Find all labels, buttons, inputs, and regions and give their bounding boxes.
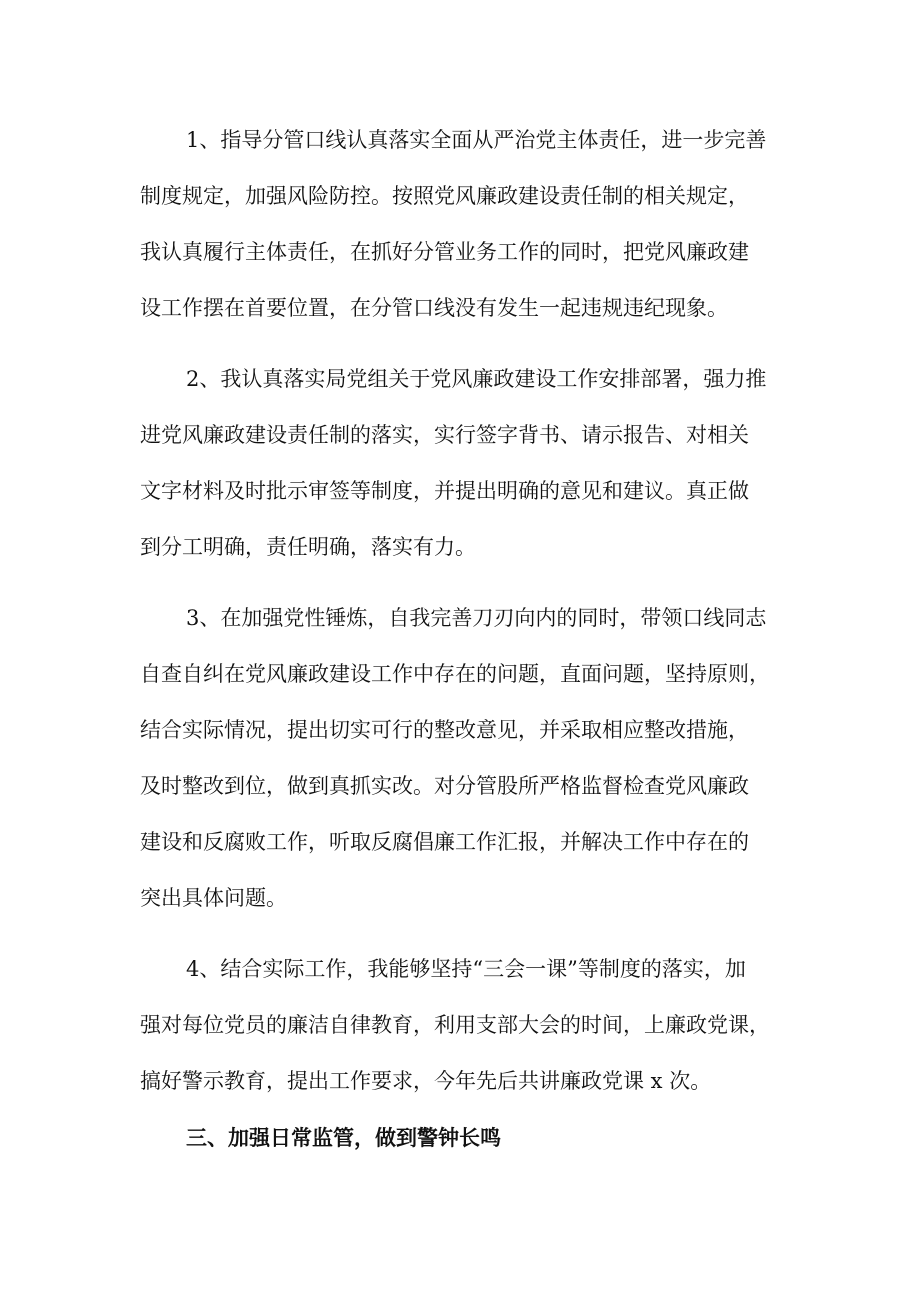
paragraph-2-line-4: 到分工明确，责任明确，落实有力。: [140, 535, 476, 559]
paragraph-2-line-1: 2、我认真落实局党组关于党风廉政建设工作安排部署，强力推: [186, 367, 767, 391]
paragraph-3-line-1: 3、在加强党性锤炼，自我完善刀刃向内的同时，带领口线同志: [186, 606, 767, 630]
section-heading: 三、加强日常监管，做到警钟长鸣: [186, 1126, 501, 1150]
paragraph-1-line-4: 设工作摆在首要位置，在分管口线没有发生一起违规违纪现象。: [140, 296, 728, 320]
paragraph-3-line-4: 及时整改到位，做到真抓实改。对分管股所严格监督检查党风廉政: [140, 774, 749, 798]
paragraph-2-line-2: 进党风廉政建设责任制的落实，实行签字背书、请示报告、对相关: [140, 423, 749, 447]
paragraph-1-line-3: 我认真履行主体责任，在抓好分管业务工作的同时，把党风廉政建: [140, 240, 749, 264]
paragraph-3-line-6: 突出具体问题。: [140, 886, 287, 910]
paragraph-4-line-3: 搞好警示教育，提出工作要求，今年先后共讲廉政党课 x 次。: [140, 1069, 712, 1093]
paragraph-4-line-2: 强对每位党员的廉洁自律教育，利用支部大会的时间，上廉政党课，: [140, 1013, 770, 1037]
paragraph-2-line-3: 文字材料及时批示审签等制度，并提出明确的意见和建议。真正做: [140, 479, 749, 503]
paragraph-3-line-2: 自查自纠在党风廉政建设工作中存在的问题，直面问题，坚持原则，: [140, 662, 770, 686]
paragraph-1-line-1: 1、指导分管口线认真落实全面从严治党主体责任，进一步完善: [186, 128, 767, 152]
paragraph-4-line-1: 4、结合实际工作，我能够坚持“三会一课”等制度的落实，加: [186, 957, 746, 981]
paragraph-3-line-3: 结合实际情况，提出切实可行的整改意见，并采取相应整改措施，: [140, 718, 749, 742]
paragraph-1-line-2: 制度规定，加强风险防控。按照党风廉政建设责任制的相关规定，: [140, 184, 749, 208]
paragraph-3-line-5: 建设和反腐败工作，听取反腐倡廉工作汇报，并解决工作中存在的: [140, 830, 749, 854]
